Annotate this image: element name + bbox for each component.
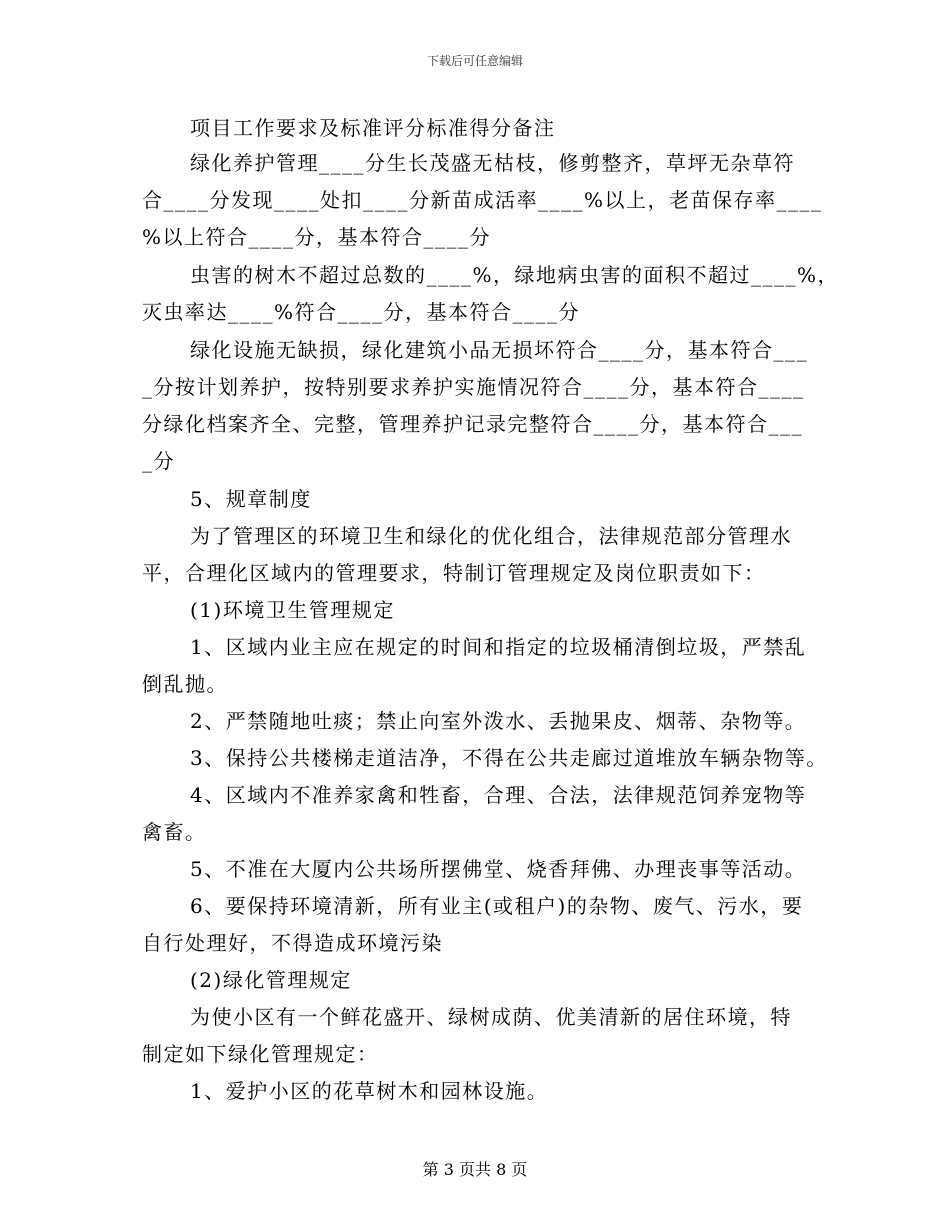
text-line: _分按计划养护，按特别要求养护实施情况符合____分，基本符合____ (142, 375, 805, 399)
text-line: 绿化养护管理____分生长茂盛无枯枝，修剪整齐，草坪无杂草符 (190, 151, 795, 175)
text-line: 自行处理好，不得造成环境污染 (142, 931, 443, 955)
page-header: 下载后可任意编辑 (426, 54, 523, 68)
text-line: 绿化设施无缺损，绿化建筑小品无损坏符合____分，基本符合___ (190, 338, 808, 362)
text-line: 2、严禁随地吐痰；禁止向室外泼水、丢抛果皮、烟蒂、杂物等。 (190, 709, 807, 733)
text-line: _分 (142, 449, 175, 473)
section-heading: 5、规章制度 (190, 487, 312, 511)
text-line: 6、要保持环境清新，所有业主(或租户)的杂物、废气、污水，要 (190, 894, 804, 918)
subsection-heading: (1)环境卫生管理规定 (190, 598, 395, 622)
subsection-heading: (2)绿化管理规定 (190, 968, 352, 992)
text-line: 分绿化档案齐全、完整，管理养护记录完整符合____分，基本符合___ (142, 412, 803, 436)
text-line: 合____分发现____处扣____分新苗成活率____%以上，老苗保存率____ (142, 188, 823, 212)
text-line: 1、区域内业主应在规定的时间和指定的垃圾桶清倒垃圾，严禁乱 (190, 635, 807, 659)
text-line: 灭虫率达____%符合____分，基本符合____分 (142, 300, 581, 324)
text-line: 1、爱护小区的花草树木和园林设施。 (190, 1079, 549, 1103)
text-line: 平，合理化区域内的管理要求，特制订管理规定及岗位职责如下： (142, 561, 766, 585)
text-line: 3、保持公共楼梯走道洁净，不得在公共走廊过道堆放车辆杂物等。 (190, 746, 828, 770)
text-line: 虫害的树木不超过总数的____%，绿地病虫害的面积不超过____%， (190, 263, 840, 287)
text-line: 项目工作要求及标准评分标准得分备注 (190, 116, 556, 140)
text-line: 制定如下绿化管理规定： (142, 1042, 379, 1066)
text-line: %以上符合____分，基本符合____分 (142, 225, 492, 249)
text-line: 禽畜。 (142, 820, 207, 844)
text-line: 倒乱抛。 (142, 672, 228, 696)
text-line: 为了管理区的环境卫生和绿化的优化组合，法律规范部分管理水 (190, 524, 792, 548)
text-line: 为使小区有一个鲜花盛开、绿树成荫、优美清新的居住环境，特 (190, 1005, 792, 1029)
text-line: 4、区域内不准养家禽和牲畜，合理、合法，法律规范饲养宠物等 (190, 783, 807, 807)
text-line: 5、不准在大厦内公共场所摆佛堂、烧香拜佛、办理丧事等活动。 (190, 857, 807, 881)
page-footer: 第 3 页共 8 页 (422, 1160, 528, 1179)
